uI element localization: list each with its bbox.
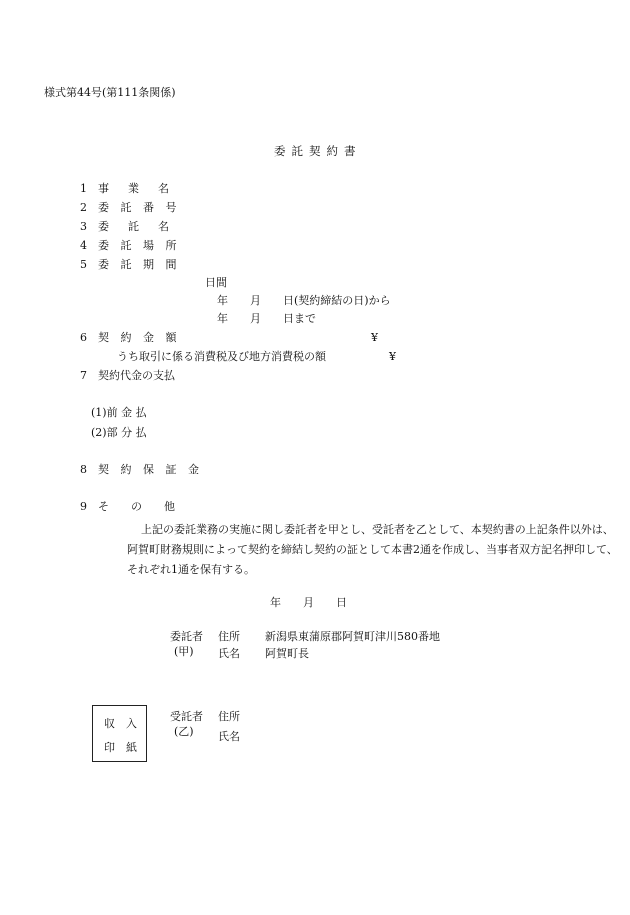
contractor-address-label: 住所 bbox=[218, 710, 240, 723]
item-number: 9 bbox=[80, 500, 87, 513]
item-label-other: そ の 他 bbox=[98, 500, 175, 513]
item-label-commission-name: 委 託 名 bbox=[98, 220, 173, 233]
payment-partial: (2)部 分 払 bbox=[91, 426, 147, 439]
item-label-project-name: 事 業 名 bbox=[98, 182, 173, 195]
other-clause-text: 上記の委託業務の実施に関し委託者を甲とし、受託者を乙として、本契約書の上記条件以外は、阿賀町財務規則によって契約を締結し契約の証として本書2通を作成し、当事者双方記名押印して、それぞれ1通を保有する。 bbox=[127, 523, 618, 576]
consignor-address: 新潟県東蒲原郡阿賀町津川580番地 bbox=[265, 630, 440, 643]
form-number: 様式第44号(第111条関係) bbox=[44, 86, 176, 99]
contract-date: 年 月 日 bbox=[270, 596, 347, 609]
item-number: 6 bbox=[80, 331, 87, 344]
contractor-role: 受託者 bbox=[170, 710, 203, 723]
consignor-name-label: 氏名 bbox=[218, 647, 240, 660]
revenue-stamp-box bbox=[92, 705, 147, 762]
consignor-name: 阿賀町長 bbox=[265, 647, 309, 660]
period-to: 年 月 日まで bbox=[217, 312, 316, 325]
item-number: 5 bbox=[80, 258, 87, 271]
item-label-contract-amount: 契 約 金 額 bbox=[98, 331, 181, 344]
period-days: 日間 bbox=[205, 276, 227, 289]
item-label-payment: 契約代金の支払 bbox=[98, 369, 175, 382]
item-label-commission-number: 委 託 番 号 bbox=[98, 201, 181, 214]
item-number: 4 bbox=[80, 239, 87, 252]
contractor-name-label: 氏名 bbox=[218, 730, 240, 743]
consignor-party: (甲) bbox=[174, 645, 194, 658]
contractor-party: (乙) bbox=[174, 725, 194, 738]
item-number: 3 bbox=[80, 220, 87, 233]
contract-amount-yen: ¥ bbox=[371, 331, 378, 344]
consignor-address-label: 住所 bbox=[218, 630, 240, 643]
consignor-role: 委託者 bbox=[170, 630, 203, 643]
period-from: 年 月 日(契約締結の日)から bbox=[217, 294, 391, 307]
tax-amount-yen: ¥ bbox=[389, 350, 396, 363]
payment-advance: (1)前 金 払 bbox=[91, 406, 147, 419]
tax-amount-label: うち取引に係る消費税及び地方消費税の額 bbox=[117, 350, 326, 363]
item-label-commission-period: 委 託 期 間 bbox=[98, 258, 181, 271]
stamp-box-line1: 収 入 bbox=[104, 717, 137, 730]
item-number: 8 bbox=[80, 463, 87, 476]
item-number: 7 bbox=[80, 369, 87, 382]
stamp-box-line2: 印 紙 bbox=[104, 741, 137, 754]
item-number: 2 bbox=[80, 201, 87, 214]
item-label-contract-deposit: 契 約 保 証 金 bbox=[98, 463, 203, 476]
document-title: 委託契約書 bbox=[274, 144, 362, 158]
item-number: 1 bbox=[80, 182, 87, 195]
item-label-commission-location: 委 託 場 所 bbox=[98, 239, 181, 252]
